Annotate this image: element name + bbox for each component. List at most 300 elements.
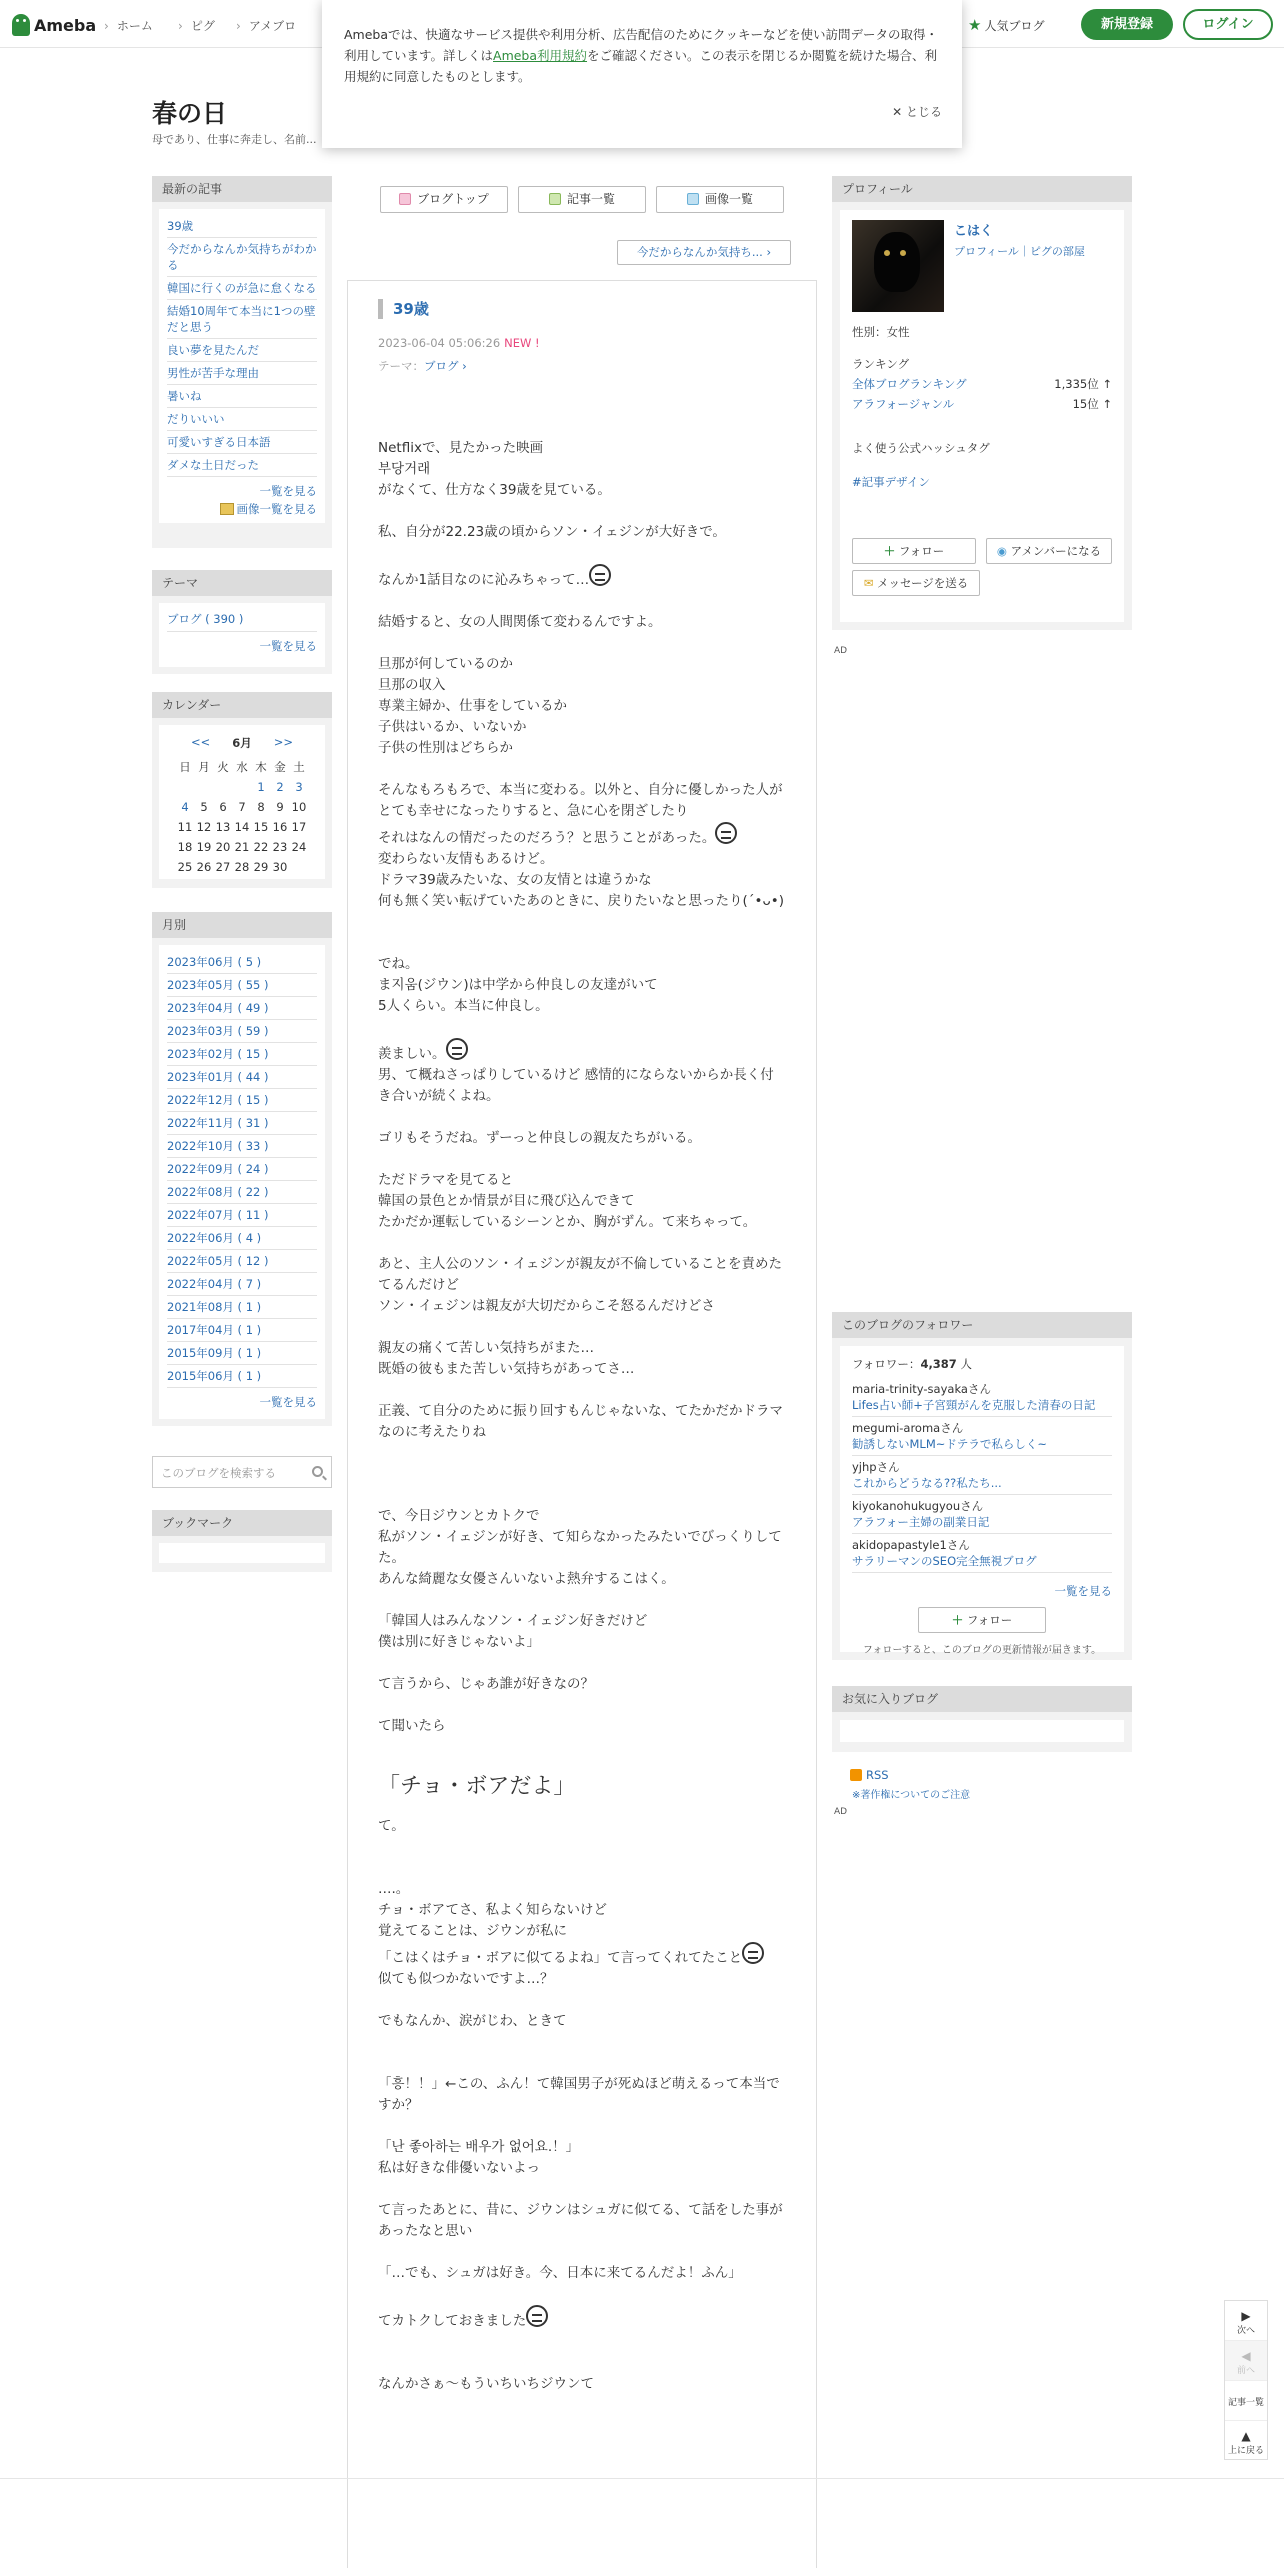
paragraph-text: 子供の性別はどちらか bbox=[378, 740, 513, 756]
list-icon bbox=[549, 193, 561, 205]
article-paragraph bbox=[378, 2200, 786, 2242]
paragraph-gap bbox=[378, 1017, 786, 1038]
paragraph-text: 羨ましい。 bbox=[378, 1046, 446, 1062]
paragraph-text: てカトクしておきました bbox=[378, 2313, 527, 2329]
follower-blog[interactable]: 勧誘しないMLM~ドテラで私らしく~ bbox=[852, 1437, 1048, 1451]
paragraph-text: 「난 좋아하는 배우가 없어요.！」 bbox=[378, 2139, 580, 2155]
theme-heading: テーマ bbox=[152, 570, 332, 596]
cal-date: 12 bbox=[196, 820, 212, 834]
article-paragraph bbox=[378, 459, 786, 480]
article-paragraph bbox=[378, 2263, 786, 2284]
paragraph-text: 子供はいるか、いないか bbox=[378, 719, 527, 735]
article-paragraph bbox=[378, 1611, 786, 1632]
article-paragraph bbox=[378, 849, 786, 870]
profile-name[interactable]: こはく bbox=[954, 224, 994, 239]
blog-title[interactable]: 春の日 bbox=[152, 99, 228, 128]
paragraph-text: で、今日ジウンとカトクで bbox=[378, 1508, 540, 1524]
article-paragraph bbox=[378, 1191, 786, 1212]
previous-article-button[interactable] bbox=[617, 240, 791, 265]
image-list-label: 画像一覧を見る bbox=[236, 502, 317, 516]
theme-more-link[interactable]: 一覧を見る bbox=[259, 639, 317, 653]
cal-date-link[interactable]: 3 bbox=[295, 780, 303, 794]
month-item[interactable]: 2021年08月 ( 1 ) bbox=[167, 1296, 317, 1319]
paragraph-gap bbox=[378, 591, 786, 612]
paragraph-gap bbox=[378, 1107, 786, 1128]
prev-label: 前へ bbox=[1236, 2366, 1255, 2376]
paragraph-gap bbox=[378, 2242, 786, 2263]
tab-label: 記事一覧 bbox=[566, 192, 615, 206]
cal-date: 18 bbox=[177, 840, 193, 854]
month-item[interactable]: 2023年02月 ( 15 ) bbox=[167, 1043, 317, 1066]
article-paragraph bbox=[378, 1900, 786, 1921]
paragraph-text: 既婚の彼もまた苦しい気持ちがあってさ… bbox=[378, 1361, 635, 1377]
bookmark-heading: ブックマーク bbox=[152, 1510, 332, 1536]
cal-date: 15 bbox=[253, 820, 269, 834]
cookie-banner bbox=[322, 0, 962, 148]
cal-date-link[interactable]: 1 bbox=[257, 780, 265, 794]
theme-item[interactable]: ブログ ( 390 ) bbox=[167, 609, 317, 632]
cookie-text-2: をご確認ください。この表示を閉じるか閲覧を続けた場合、利用規約に同意したものとします。 bbox=[344, 48, 938, 84]
month-item[interactable]: 2015年09月 ( 1 ) bbox=[167, 1342, 317, 1365]
month-item[interactable]: 2022年08月 ( 22 ) bbox=[167, 1181, 317, 1204]
article-paragraph bbox=[378, 780, 786, 801]
cal-date: 21 bbox=[234, 840, 250, 854]
amember-label: アメンバーになる bbox=[1010, 544, 1102, 558]
next-article-button[interactable] bbox=[1225, 2301, 1267, 2341]
paragraph-text: たかだか運転しているシーンとか、胸がずん。て来ちゃって。 bbox=[378, 1214, 757, 1230]
paragraph-text: て言ったあとに、昔に、ジウンはシュガに似てる、て話をした事があったなと思い bbox=[378, 2202, 783, 2239]
message-label: メッセージを送る bbox=[876, 576, 969, 590]
article-paragraph bbox=[378, 1212, 786, 1233]
article-paragraph bbox=[378, 975, 786, 996]
followers-count-label: フォロワー： bbox=[852, 1357, 921, 1371]
cal-day-name: 木 bbox=[255, 760, 267, 774]
cal-date: 8 bbox=[257, 800, 265, 814]
footer-divider bbox=[0, 2478, 1284, 2479]
paragraph-gap bbox=[378, 1695, 786, 1716]
article-paragraph bbox=[378, 738, 786, 759]
paragraph-text: 5人くらい。本当に仲良し。 bbox=[378, 998, 549, 1014]
paragraph-text: て言うから、じゃあ誰が好きなの？ bbox=[378, 1676, 594, 1692]
article-paragraph bbox=[378, 1527, 786, 1569]
popular-blog-label: 人気ブログ bbox=[984, 19, 1045, 33]
chevron-right-icon: › bbox=[766, 245, 772, 259]
article-paragraph bbox=[378, 564, 786, 591]
paragraph-text: 「흥！！」←この、ふん！て韓国男子が死ぬほど萌えるって本当ですか？ bbox=[378, 2076, 780, 2113]
cal-date bbox=[195, 777, 214, 797]
cal-date: 9 bbox=[276, 800, 284, 814]
cal-date: 5 bbox=[200, 800, 208, 814]
paragraph-text: なんか1話目なのに沁みちゃって… bbox=[378, 572, 590, 588]
article-paragraph bbox=[378, 438, 786, 459]
latest-item[interactable]: 男性が苦手な理由 bbox=[167, 362, 317, 385]
paragraph-gap bbox=[378, 1485, 786, 1506]
paragraph-text: それはなんの情だったのだろう？と思うことがあった。 bbox=[378, 830, 716, 846]
blog-tabs bbox=[380, 186, 784, 213]
paragraph-text: ソン・イェジンは親友が大切だからこそ怒るんだけどさ bbox=[378, 1298, 715, 1314]
article-paragraph bbox=[378, 891, 786, 912]
article-paragraph bbox=[378, 675, 786, 696]
tab-blog-top[interactable] bbox=[380, 186, 508, 213]
theme-link[interactable]: ブログ bbox=[424, 359, 459, 373]
paragraph-gap bbox=[378, 2032, 786, 2053]
blog-search-input[interactable] bbox=[152, 1456, 332, 1488]
cal-date: 26 bbox=[196, 860, 212, 874]
paragraph-text: ま지움(ジウン)は中学から仲良しの友達がいて bbox=[378, 977, 658, 993]
follower-blog[interactable]: これからどうなる??私たち... bbox=[852, 1476, 1002, 1490]
cal-day-name: 火 bbox=[217, 760, 229, 774]
article-paragraph bbox=[378, 1401, 786, 1443]
follower-blog[interactable]: アラフォー主婦の副業日記 bbox=[852, 1515, 990, 1529]
month-item[interactable]: 2023年04月 ( 49 ) bbox=[167, 997, 317, 1020]
article-paragraph bbox=[378, 822, 786, 849]
paragraph-text: 親友の痛くて苦しい気持ちがまた… bbox=[378, 1340, 594, 1356]
cal-day-name: 土 bbox=[293, 760, 305, 774]
home-icon bbox=[399, 193, 411, 205]
cal-date: 23 bbox=[272, 840, 288, 854]
monthly-archive-box bbox=[152, 912, 332, 1426]
paragraph-text: 「…でも、シュガは好き。今、日本に来てるんだよ！ふん」 bbox=[378, 2265, 742, 2281]
latest-item[interactable]: ダメな土日だった bbox=[167, 454, 317, 477]
favorite-blogs-box bbox=[832, 1686, 1132, 1752]
paragraph-gap bbox=[378, 1149, 786, 1170]
article-paragraph bbox=[378, 2074, 786, 2116]
cal-date: 16 bbox=[272, 820, 288, 834]
emoji-face-icon bbox=[715, 822, 737, 844]
register-button[interactable]: 新規登録 bbox=[1081, 9, 1173, 40]
camera-icon bbox=[687, 193, 699, 205]
latest-item[interactable]: 韓国に行くのが急に怠くなる bbox=[167, 277, 317, 300]
paragraph-gap bbox=[378, 759, 786, 780]
cal-day-name: 日 bbox=[179, 760, 191, 774]
paragraph-text: 専業主婦か、仕事をしているか bbox=[378, 698, 567, 714]
ameba-logo[interactable] bbox=[12, 14, 96, 36]
follower-blog[interactable]: サラリーマンのSEO完全無視ブログ bbox=[852, 1554, 1037, 1568]
tab-image-list[interactable] bbox=[656, 186, 784, 213]
article-date bbox=[378, 336, 786, 350]
ad-label-2: AD bbox=[834, 1807, 848, 1817]
theme-list bbox=[159, 603, 325, 667]
ranking-heading: ランキング bbox=[852, 357, 910, 371]
plus-icon: ＋ bbox=[883, 544, 896, 558]
paragraph-text: あと、主人公のソン・イェジンが親友が不倫していることを責めたてるんだけど bbox=[378, 1256, 783, 1293]
popular-blog-link[interactable] bbox=[968, 16, 1044, 34]
paragraph-text: 私は好きな俳優いないよっ bbox=[378, 2160, 540, 2176]
emoji-face-icon bbox=[742, 1942, 764, 1964]
article-paragraph bbox=[378, 2374, 786, 2395]
ameba-logo-icon bbox=[12, 14, 30, 36]
cal-date bbox=[176, 777, 195, 797]
paragraph-gap bbox=[378, 2332, 786, 2353]
avatar[interactable] bbox=[852, 220, 944, 312]
followers-count-unit: 人 bbox=[956, 1357, 972, 1371]
month-item[interactable]: 2023年05月 ( 55 ) bbox=[167, 974, 317, 997]
paragraph-text: ただドラマを見てると bbox=[378, 1172, 513, 1188]
logo-text: Ameba bbox=[34, 15, 97, 35]
month-item[interactable]: 2015年06月 ( 1 ) bbox=[167, 1365, 317, 1388]
cal-date: 25 bbox=[177, 860, 193, 874]
follower-item bbox=[852, 1456, 1112, 1495]
paragraph-gap bbox=[378, 1317, 786, 1338]
calendar bbox=[159, 725, 325, 879]
article-paragraph bbox=[378, 1170, 786, 1191]
amember-icon: ◉ bbox=[996, 544, 1007, 558]
rss-icon bbox=[850, 1769, 862, 1781]
month-item[interactable]: 2022年10月 ( 33 ) bbox=[167, 1135, 317, 1158]
paragraph-gap bbox=[378, 1380, 786, 1401]
paragraph-gap bbox=[378, 633, 786, 654]
profile-box bbox=[832, 176, 1132, 630]
paragraph-text: 私がソン・イェジンが好き、て知らなかったみたいでびっくりしてた。 bbox=[378, 1529, 782, 1566]
star-icon: ★ bbox=[968, 16, 982, 34]
article-paragraph bbox=[378, 870, 786, 891]
follower-user[interactable]: maria-trinity-sayakaさん bbox=[852, 1382, 991, 1396]
follow-button-2[interactable] bbox=[918, 1607, 1046, 1633]
paragraph-gap bbox=[378, 2284, 786, 2305]
message-button[interactable] bbox=[852, 570, 980, 596]
latest-item[interactable]: 可愛いすぎる日本語 bbox=[167, 431, 317, 454]
latest-item[interactable]: だりいいい bbox=[167, 408, 317, 431]
article-paragraph bbox=[378, 1359, 786, 1380]
paragraph-text: 変わらない友情もあるけど。 bbox=[378, 851, 554, 867]
paragraph-gap bbox=[378, 2179, 786, 2200]
new-badge: NEW ! bbox=[504, 336, 540, 350]
article-paragraph bbox=[378, 654, 786, 675]
login-button[interactable]: ログイン bbox=[1183, 9, 1273, 40]
article-paragraph bbox=[378, 954, 786, 975]
ranking-genre-link[interactable]: アラフォージャンル bbox=[852, 397, 955, 411]
follow-button[interactable] bbox=[852, 538, 976, 564]
emoji-face-icon bbox=[526, 2305, 548, 2327]
nav-home[interactable]: › ホーム bbox=[104, 17, 153, 34]
terms-link[interactable]: Ameba利用規約 bbox=[493, 48, 588, 63]
month-item[interactable]: 2023年06月 ( 5 ) bbox=[167, 951, 317, 974]
article bbox=[347, 280, 817, 2568]
hashtag-heading: よく使う公式ハッシュタグ bbox=[852, 441, 990, 455]
follower-blog[interactable]: Lifes占い師+子宮頸がんを克服した清春の日記 bbox=[852, 1398, 1096, 1412]
hashtag-link[interactable]: #記事デザイン bbox=[852, 475, 930, 489]
article-paragraph bbox=[378, 696, 786, 717]
cookie-close-button[interactable]: ✕ とじる bbox=[892, 105, 942, 119]
paragraph-text: 覚えてることは、ジウンが私に bbox=[378, 1923, 567, 1939]
paragraph-gap bbox=[378, 1233, 786, 1254]
ranking-overall-link[interactable]: 全体ブログランキング bbox=[852, 377, 967, 391]
nav-ameblo[interactable]: › アメブロ bbox=[236, 17, 296, 34]
article-title[interactable]: 39歳 bbox=[378, 299, 786, 319]
paragraph-text: Netflixで、見たかった映画 bbox=[378, 440, 544, 456]
article-paragraph bbox=[378, 1879, 786, 1900]
paragraph-text: 似ても似つかないですよ…？ bbox=[378, 1971, 554, 1987]
paragraph-text: そんなもろもろで、本当に変わる。以外と、自分に優しかった人が bbox=[378, 782, 783, 798]
amember-button[interactable] bbox=[986, 538, 1112, 564]
monthly-more-link[interactable]: 一覧を見る bbox=[259, 1395, 317, 1409]
month-item[interactable]: 2017年04月 ( 1 ) bbox=[167, 1319, 317, 1342]
calendar-grid bbox=[176, 757, 309, 877]
paragraph-gap bbox=[378, 1990, 786, 2011]
latest-item[interactable]: 結婚10周年て本当に1つの壁だと思う bbox=[167, 300, 317, 339]
article-paragraph bbox=[378, 1038, 786, 1065]
search-icon[interactable] bbox=[312, 1466, 323, 1477]
month-item[interactable]: 2023年03月 ( 59 ) bbox=[167, 1020, 317, 1043]
next-arrow-icon: ▶ bbox=[1241, 2309, 1251, 2323]
bookmark-content bbox=[159, 1543, 325, 1563]
paragraph-text: 男、て概ねさっぱりしているけど 感情的にならないからか長く付き合いが続くよね。 bbox=[378, 1067, 774, 1104]
paragraph-text: 旦那が何しているのか bbox=[378, 656, 513, 672]
bookmark-box bbox=[152, 1510, 332, 1572]
paragraph-text: なんかさぁ〜もういちいちジウンて bbox=[378, 2376, 594, 2392]
calendar-prev[interactable]: << bbox=[190, 735, 211, 749]
search-placeholder: このブログを検索する bbox=[161, 1466, 276, 1480]
paragraph-gap bbox=[378, 933, 786, 954]
cookie-text: Amebaでは、快適なサービス提供や利用分析、広告配信のためにクッキーなどを使い訪問データの取得・利用しています。詳しくは bbox=[344, 27, 939, 63]
article-paragraph bbox=[378, 1338, 786, 1359]
favorite-blogs-heading: お気に入りブログ bbox=[832, 1686, 1132, 1712]
profile-heading: プロフィール bbox=[832, 176, 1132, 202]
article-paragraph bbox=[378, 2011, 786, 2032]
ranking-overall-value: 1,335位 ↑ bbox=[1054, 377, 1112, 391]
paragraph-text: ….。 bbox=[378, 1881, 410, 1897]
article-paragraph bbox=[378, 2158, 786, 2179]
article-paragraph bbox=[378, 1969, 786, 1990]
back-to-top-button[interactable] bbox=[1225, 2421, 1267, 2461]
emoji-face-icon bbox=[589, 564, 611, 586]
article-body bbox=[378, 438, 786, 2395]
article-paragraph bbox=[378, 1254, 786, 1296]
calendar-heading: カレンダー bbox=[152, 692, 332, 718]
paragraph-text: 韓国の景色とか情景が目に飛び込んできて bbox=[378, 1193, 635, 1209]
cal-date: 14 bbox=[234, 820, 250, 834]
floating-nav bbox=[1224, 2300, 1268, 2460]
month-item[interactable]: 2022年09月 ( 24 ) bbox=[167, 1158, 317, 1181]
article-paragraph bbox=[378, 1942, 786, 1969]
cal-date: 6 bbox=[219, 800, 227, 814]
article-paragraph bbox=[378, 1296, 786, 1317]
nav-pigg[interactable]: › ピグ bbox=[178, 17, 215, 34]
article-paragraph bbox=[378, 1569, 786, 1590]
follower-item bbox=[852, 1534, 1112, 1573]
plus-icon: ＋ bbox=[951, 1613, 964, 1627]
cal-day-name: 水 bbox=[236, 760, 248, 774]
emoji-face-icon bbox=[446, 1038, 468, 1060]
follow-note: フォローすると、このブログの更新情報が届きます。 bbox=[862, 1645, 1102, 1656]
image-list-icon bbox=[220, 503, 234, 515]
paragraph-gap bbox=[378, 2353, 786, 2374]
article-paragraph bbox=[378, 1632, 786, 1653]
followers-more-link[interactable]: 一覧を見る bbox=[1054, 1584, 1112, 1598]
article-list-float-button[interactable] bbox=[1225, 2381, 1267, 2421]
cal-date-link[interactable]: 2 bbox=[276, 780, 284, 794]
follower-item bbox=[852, 1378, 1112, 1417]
prev-arrow-icon: ◀ bbox=[1241, 2349, 1251, 2363]
cal-date: 24 bbox=[291, 840, 307, 854]
article-paragraph bbox=[378, 612, 786, 633]
article-paragraph bbox=[378, 1921, 786, 1942]
calendar-next[interactable]: >> bbox=[273, 735, 294, 749]
cal-day-name: 月 bbox=[198, 760, 210, 774]
paragraph-text: て聞いたら bbox=[378, 1718, 446, 1734]
monthly-list bbox=[159, 945, 325, 1419]
image-list-link[interactable] bbox=[167, 499, 317, 517]
paragraph-text: 僕は別に好きじゃないよ」 bbox=[378, 1634, 540, 1650]
month-item[interactable]: 2022年11月 ( 31 ) bbox=[167, 1112, 317, 1135]
paragraph-text: 正義、て自分のために振り回すもんじゃないな、てたかだかドラマなのに考えたりね bbox=[378, 1403, 783, 1440]
paragraph-text: あんな綺麗な女優さんいないよ熱弁するこはく。 bbox=[378, 1571, 675, 1587]
cal-day-name: 金 bbox=[274, 760, 286, 774]
tab-article-list[interactable] bbox=[518, 186, 646, 213]
paragraph-text: とても幸せになったりすると、急に心を閉ざしたり bbox=[378, 803, 689, 819]
follower-user[interactable]: megumi-aromaさん bbox=[852, 1421, 964, 1435]
article-highlight-quote: 「チョ・ボアだよ」 bbox=[378, 1774, 576, 1799]
paragraph-text: 結婚すると、女の人間関係て変わるんですよ。 bbox=[378, 614, 662, 630]
month-item[interactable]: 2022年04月 ( 7 ) bbox=[167, 1273, 317, 1296]
rss-link[interactable] bbox=[850, 1768, 889, 1782]
latest-item[interactable]: 良い夢を見たんだ bbox=[167, 339, 317, 362]
month-item[interactable]: 2022年06月 ( 4 ) bbox=[167, 1227, 317, 1250]
article-paragraph bbox=[378, 1128, 786, 1149]
article-timestamp: 2023-06-04 05:06:26 bbox=[378, 336, 501, 350]
cal-date: 30 bbox=[272, 860, 288, 874]
article-paragraph bbox=[378, 996, 786, 1017]
ranking-genre-value: 15位 ↑ bbox=[1072, 397, 1112, 411]
cal-date: 7 bbox=[238, 800, 246, 814]
paragraph-text: 「こはくはチョ・ボアに似てるよね」て言ってくれてたこと bbox=[378, 1950, 743, 1966]
paragraph-text: て。 bbox=[378, 1818, 405, 1834]
tab-label: ブログトップ bbox=[417, 192, 489, 206]
month-item[interactable]: 2022年05月 ( 12 ) bbox=[167, 1250, 317, 1273]
profile-links[interactable]: プロフィール｜ピグの部屋 bbox=[954, 245, 1085, 258]
blog-description: 母であり、仕事に奔走し、名前... bbox=[152, 133, 317, 146]
next-label: 次へ bbox=[1236, 2326, 1255, 2336]
month-item[interactable]: 2022年12月 ( 15 ) bbox=[167, 1089, 317, 1112]
latest-item[interactable]: 39歳 bbox=[167, 215, 317, 238]
up-arrow-icon: ▲ bbox=[1241, 2429, 1251, 2443]
latest-articles-heading: 最新の記事 bbox=[152, 176, 332, 202]
list-label: 記事一覧 bbox=[1227, 2398, 1264, 2408]
cal-date: 27 bbox=[215, 860, 231, 874]
latest-item[interactable]: 今だからなんか気持ちがわかる bbox=[167, 238, 317, 277]
latest-articles-list bbox=[159, 209, 325, 523]
month-item[interactable]: 2022年07月 ( 11 ) bbox=[167, 1204, 317, 1227]
followers-count-value: 4,387 bbox=[920, 1357, 957, 1371]
article-paragraph bbox=[378, 801, 786, 822]
followers-box bbox=[832, 1312, 1132, 1660]
paragraph-gap bbox=[378, 2116, 786, 2137]
paragraph-gap bbox=[378, 1590, 786, 1611]
cal-date: 20 bbox=[215, 840, 231, 854]
article-paragraph bbox=[378, 480, 786, 501]
article-paragraph bbox=[378, 717, 786, 738]
follower-user[interactable]: yjhpさん bbox=[852, 1460, 900, 1474]
paragraph-gap bbox=[378, 912, 786, 933]
latest-more-link[interactable]: 一覧を見る bbox=[259, 484, 317, 498]
ad-label: AD bbox=[834, 646, 848, 656]
follower-user[interactable]: akidopapastyle1さん bbox=[852, 1538, 970, 1552]
cal-date-link[interactable]: 4 bbox=[181, 800, 189, 814]
theme-box bbox=[152, 570, 332, 674]
paragraph-text: 「韓国人はみんなソン・イェジン好きだけど bbox=[378, 1613, 648, 1629]
latest-item[interactable]: 暑いね bbox=[167, 385, 317, 408]
follower-user[interactable]: kiyokanohukugyouさん bbox=[852, 1499, 984, 1513]
copyright-notice-link[interactable]: ※著作権についてのご注意 bbox=[852, 1790, 971, 1801]
cal-date: 10 bbox=[291, 800, 307, 814]
prev-article-float-button[interactable] bbox=[1225, 2341, 1267, 2381]
prev-article-label: 今だからなんか気持ち... bbox=[636, 245, 763, 259]
paragraph-text: 부당거래 bbox=[378, 461, 431, 477]
follow-label: フォロー bbox=[898, 544, 945, 558]
article-paragraph bbox=[378, 1816, 786, 1837]
article-paragraph bbox=[378, 1506, 786, 1527]
month-item[interactable]: 2023年01月 ( 44 ) bbox=[167, 1066, 317, 1089]
